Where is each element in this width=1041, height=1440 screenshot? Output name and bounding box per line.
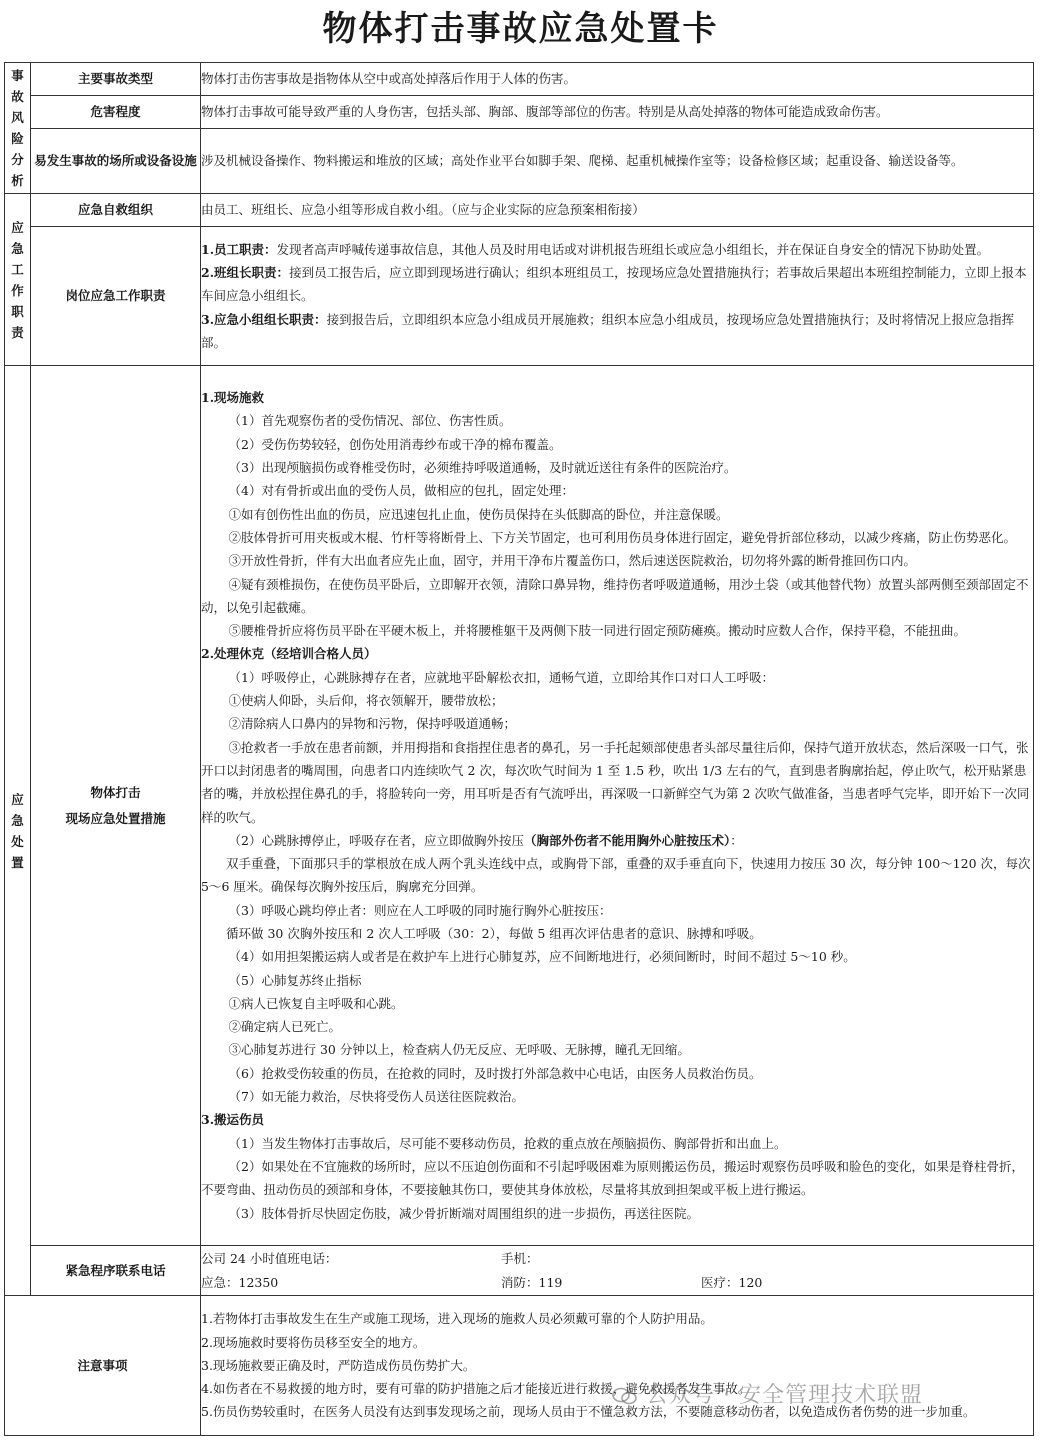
content-notes: [201, 1296, 1034, 1436]
text-line: 双手重叠，下面那只手的掌根放在成人两个乳头连线中点，或胸骨下部，重叠的双手垂直向下，快速用力按压 30 次，每分钟 100～120 次，每次 5～6 厘米。确保每次胸外按压后，胸廓充分回弹。: [201, 856, 1031, 895]
category-char: 险: [11, 131, 24, 146]
risk-row-severity: [5, 96, 1034, 129]
text-line: ②清除病人口鼻内的异物和污物，保持呼吸道通畅；: [228, 716, 517, 732]
risk-row-places: [5, 129, 1034, 194]
category-risk-analysis: [5, 63, 31, 194]
section-2a-lines: [201, 666, 1033, 829]
category-char: 工: [11, 261, 24, 277]
text-line: （1）首先观察伤者的受伤情况、部位、伤害性质。: [228, 413, 512, 429]
category-char: 急: [11, 240, 24, 256]
text-line: ④疑有颈椎损伤，在使伤员平卧后，立即解开衣领，清除口鼻异物，维持伤者呼吸道通畅，用沙土袋（或其他替代物）放置头部两侧至颈部固定不动，以免引起截瘫。: [201, 576, 1029, 615]
response-row-contact: [5, 1246, 1034, 1296]
category-char: 应: [11, 219, 24, 235]
text-line: ①使病人仰卧，头后仰，将衣领解开，腰带放松；: [228, 693, 504, 709]
content-accident-type: 物体打击伤害事故是指物体从空中或高处掉落后作用于人体的伤害。: [201, 63, 1034, 96]
emergency-phone: 应急：12350: [201, 1274, 279, 1290]
category-char: 事: [11, 68, 24, 83]
text-line: ②肢体骨折可用夹板或木棍、竹杆等将断骨上、下方关节固定，也可利用伤员身体进行固定，避免骨折部位移动，以减少疼痛，防止伤势恶化。: [228, 529, 1017, 545]
text-line: 1.若物体打击事故发生在生产或施工现场，进入现场的施救人员必须戴可靠的个人防护用品。: [201, 1311, 713, 1327]
content-severity: 物体打击事故可能导致严重的人身伤害，包括头部、胸部、腹部等部位的伤害。特别是从高处掉落的物体可能造成致命伤害。: [201, 96, 1034, 129]
category-char: 置: [11, 854, 24, 870]
text-line: （2）如果处在不宜施救的场所时，应以不压迫创伤面和不引起呼吸困难为原则搬运伤员，搬运时观察伤员呼吸和脸色的变化，如果是脊柱骨折，不要弯曲、扭动伤员的颈部和身体，不要接触其伤口，要使其身体放松，尽量将其放到担架或平板上进行搬运。: [201, 1158, 1024, 1198]
category-char: 故: [11, 89, 24, 104]
category-emergency-response: [5, 366, 31, 1296]
category-char: 急: [11, 812, 24, 828]
category-char: 职: [11, 303, 24, 319]
text-line: （7）如无能力救治，尽快将受伤人员送往医院救治。: [228, 1089, 524, 1105]
label-severity: 危害程度: [31, 96, 201, 129]
text-line: （4）如用担架搬运病人或者是在救护车上进行心肺复苏，应不间断地进行，必须间断时，时间不超过 5～10 秒。: [228, 949, 856, 965]
section-title: 1.现场施救: [201, 390, 265, 406]
text-line: （6）抢救受伤较重的伤员，在抢救的同时，及时拨打外部急救中心电话，由医务人员救治伤员。: [228, 1065, 762, 1081]
text-line: （3）肢体骨折尽快固定伤肢，减少骨折断端对周围组织的进一步损伤，再送往医院。: [228, 1205, 699, 1221]
cpr-line: （2）心跳脉搏停止，呼吸存在者，应立即做胸外按压（胸部外伤者不能用胸外心脏按压术）：: [228, 832, 743, 848]
text-line: （1）当发生物体打击事故后，尽可能不要移动伤员，抢救的重点放在颅脑损伤、胸部骨折和出血上。: [228, 1135, 787, 1151]
duty-item: 3.应急小组组长职责：接到报告后，立即组织本应急小组成员开展施救；组织本应急小组成员，按现场应急处置措施执行；及时将情况上报应急指挥部。: [201, 311, 1015, 350]
emergency-card-table: [4, 62, 1034, 1436]
notes-row: [5, 1296, 1034, 1436]
text-line: ①病人已恢复自主呼吸和心跳。: [228, 995, 404, 1011]
medical-phone: 医疗：120: [701, 1274, 763, 1290]
duty-row-post: [5, 227, 1034, 366]
text-line: 循环做 30 次胸外按压和 2 次人工呼吸（30：2），每做 5 组再次评估患者的意识、脉搏和呼吸。: [226, 925, 762, 941]
text-line: （1）呼吸停止，心跳脉搏存在者，应就地平卧解松衣扣，通畅气道，立即给其作口对口人工呼吸：: [228, 669, 774, 685]
label-self-rescue-org: 应急自救组织: [31, 194, 201, 227]
text-line: （3）呼吸心跳均停止者：则应在人工呼吸的同时施行胸外心脏按压：: [228, 902, 612, 918]
text-line: ③抢救者一手放在患者前额，并用拇指和食指捏住患者的鼻孔，另一手托起颏部使患者头部尽量往后仰，保持气道开放状态，然后深吸一口气，张开口以封闭患者的嘴周围，向患者口内连续吹气 2 次，每次吹气时间为 1 至 1.5 秒，吹出 1/3 左右的气，直到患者胸廓抬起，停止吹气，松开贴紧患者的嘴，并放松捏住鼻孔的手，将脸转向一旁，用耳听是否有气流呼出，再深吸一口新鲜空气为第 2 次吹气做准备，当患者呼气完毕，即开始下一次同样的吹气。: [201, 739, 1030, 825]
section-title: 2.处理休克（经培训合格人员）: [201, 646, 377, 662]
section-title: 3.搬运伤员: [201, 1112, 265, 1128]
fire-phone: 消防：119: [501, 1274, 563, 1290]
text-line: 3.现场施救要正确及时，严防造成伤员伤势扩大。: [201, 1357, 476, 1373]
category-emergency-duty: [5, 194, 31, 366]
page-title: 物体打击事故应急处置卡: [322, 9, 719, 49]
content-post-duty: [201, 227, 1034, 366]
label-accident-type: 主要事故类型: [31, 63, 201, 96]
text-line: 5.伤员伤势较重时，在医务人员没有达到事发现场之前，现场人员由于不懂急救方法，不要随意移动伤者，以免造成伤者伤势的进一步加重。: [201, 1404, 976, 1420]
category-char: 分: [11, 152, 24, 167]
text-line: 4.如伤者在不易救援的地方时，要有可靠的防护措施之后才能接近进行救援，避免救援者发生事故。: [201, 1381, 751, 1397]
mobile-phone: 手机：: [501, 1251, 539, 1267]
text-line: ③开放性骨折，伴有大出血者应先止血，固守，并用干净布片覆盖伤口，然后速送医院救治，切勿将外露的断骨推回伤口内。: [228, 553, 917, 569]
risk-row-type: [5, 63, 1034, 96]
label-post-duty: 岗位应急工作职责: [31, 227, 201, 366]
text-line: ⑤腰椎骨折应将伤员平卧在平硬木板上，并将腰椎躯干及两侧下肢一同进行固定预防瘫痪。搬动时应数人合作，保持平稳，不能扭曲。: [228, 623, 967, 639]
label-onsite-measures: 物体打击 现场应急处置措施: [31, 366, 201, 1246]
category-char: 析: [11, 173, 24, 188]
duty-item: 1.员工职责：发现者高声呼喊传递事故信息，其他人员及时用电话或对讲机报告班组长或应急小组组长，并在保证自身安全的情况下协助处置。: [201, 241, 990, 257]
category-char: 风: [11, 110, 24, 125]
content-contact: [201, 1246, 1034, 1296]
text-line: （2）受伤伤势较轻，创伤处用消毒纱布或干净的棉布覆盖。: [228, 436, 562, 452]
wechat-icon: [612, 1387, 638, 1405]
watermark: 公众号 · 安全管理技术联盟: [612, 1378, 923, 1409]
category-char: 责: [11, 324, 24, 340]
section-3-lines: [201, 1132, 1033, 1225]
text-line: ③心肺复苏进行 30 分钟以上，检查病人仍无反应、无呼吸、无脉搏，瞳孔无回缩。: [228, 1042, 690, 1058]
category-char: 处: [11, 833, 24, 849]
label-notes: 注意事项: [5, 1296, 201, 1436]
section-1-lines: [201, 409, 1033, 642]
duty-row-org: [5, 194, 1034, 227]
duty-phone: 公司 24 小时值班电话：: [201, 1251, 338, 1267]
text-line: 2.现场施救时要将伤员移至安全的地方。: [201, 1334, 426, 1350]
content-places: 涉及机械设备操作、物料搬运和堆放的区域；高处作业平台如脚手架、爬梯、起重机械操作室等；设备检修区域；起重设备、输送设备等。: [201, 129, 1034, 194]
text-line: （3）出现颅脑损伤或脊椎受伤时，必须维持呼吸道通畅，及时就近送往有条件的医院治疗。: [228, 460, 737, 476]
text-line: （4）对有骨折或出血的受伤人员，做相应的包扎，固定处理：: [228, 483, 574, 499]
text-line: ①如有创伤性出血的伤员，应迅速包扎止血，使伤员保持在头低脚高的卧位，并注意保暖。: [228, 506, 729, 522]
section-2b-lines: [201, 852, 1033, 1108]
text-line: ②确定病人已死亡。: [228, 1019, 342, 1035]
category-char: 作: [11, 282, 24, 298]
text-line: （5）心肺复苏终止指标: [228, 972, 362, 988]
duty-item: 2.班组长职责：接到员工报告后，应立即到现场进行确认；组织本班组员工，按现场应急处置措施执行；若事故后果超出本班组控制能力，立即上报本车间应急小组组长。: [201, 265, 1027, 304]
content-self-rescue-org: 由员工、班组长、应急小组等形成自救小组。（应与企业实际的应急预案相衔接）: [201, 194, 1034, 227]
response-row-measures: [5, 366, 1034, 1246]
label-contact: 紧急程序联系电话: [31, 1246, 201, 1296]
content-onsite-measures: [201, 366, 1034, 1246]
category-char: 应: [11, 791, 24, 807]
label-places: 易发生事故的场所或设备设施: [31, 129, 201, 194]
